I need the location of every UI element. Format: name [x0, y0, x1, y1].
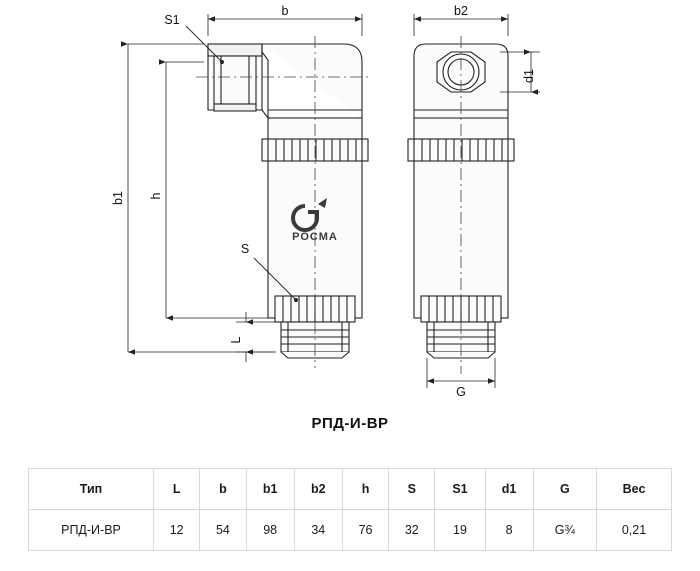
- dimension-label-h: h: [149, 192, 163, 200]
- dimension-label-b: b: [281, 4, 289, 18]
- dimension-label-b1: b1: [111, 191, 125, 205]
- table-cell: 98: [246, 510, 294, 551]
- table-header-cell: b: [200, 469, 246, 510]
- table-header-row: [29, 469, 672, 510]
- table-header-cell: Вес: [597, 469, 672, 510]
- spec-table-wrap: [28, 468, 672, 551]
- table-header-cell: S: [389, 469, 435, 510]
- table-header-cell: L: [154, 469, 200, 510]
- dimension-label-s: S: [240, 242, 250, 256]
- table-row: [29, 510, 672, 551]
- table-cell: 54: [200, 510, 246, 551]
- table-header-cell: G: [533, 469, 596, 510]
- table-cell: 0,21: [597, 510, 672, 551]
- table-header-cell: S1: [435, 469, 485, 510]
- dimension-label-d1: d1: [522, 69, 536, 83]
- dimension-label-l: L: [229, 336, 243, 344]
- table-header-cell: b2: [294, 469, 342, 510]
- table-cell: G¾: [533, 510, 596, 551]
- table-header-cell: Тип: [29, 469, 154, 510]
- front-view: [408, 36, 514, 374]
- rosma-logo-text: РОСМА: [292, 231, 338, 243]
- spec-table: [28, 468, 672, 551]
- page-title: РПД-И-ВР: [311, 415, 389, 432]
- table-cell: 8: [485, 510, 533, 551]
- table-header-cell: b1: [246, 469, 294, 510]
- table-header-cell: d1: [485, 469, 533, 510]
- dimension-label-g: G: [456, 385, 466, 399]
- dimension-label-b2: b2: [454, 4, 468, 18]
- table-cell: 32: [389, 510, 435, 551]
- table-cell: РПД-И-ВР: [29, 510, 154, 551]
- table-cell: 19: [435, 510, 485, 551]
- table-header-cell: h: [342, 469, 388, 510]
- table-cell: 12: [154, 510, 200, 551]
- dimension-label-s1: S1: [164, 13, 180, 27]
- table-cell: 34: [294, 510, 342, 551]
- table-cell: 76: [342, 510, 388, 551]
